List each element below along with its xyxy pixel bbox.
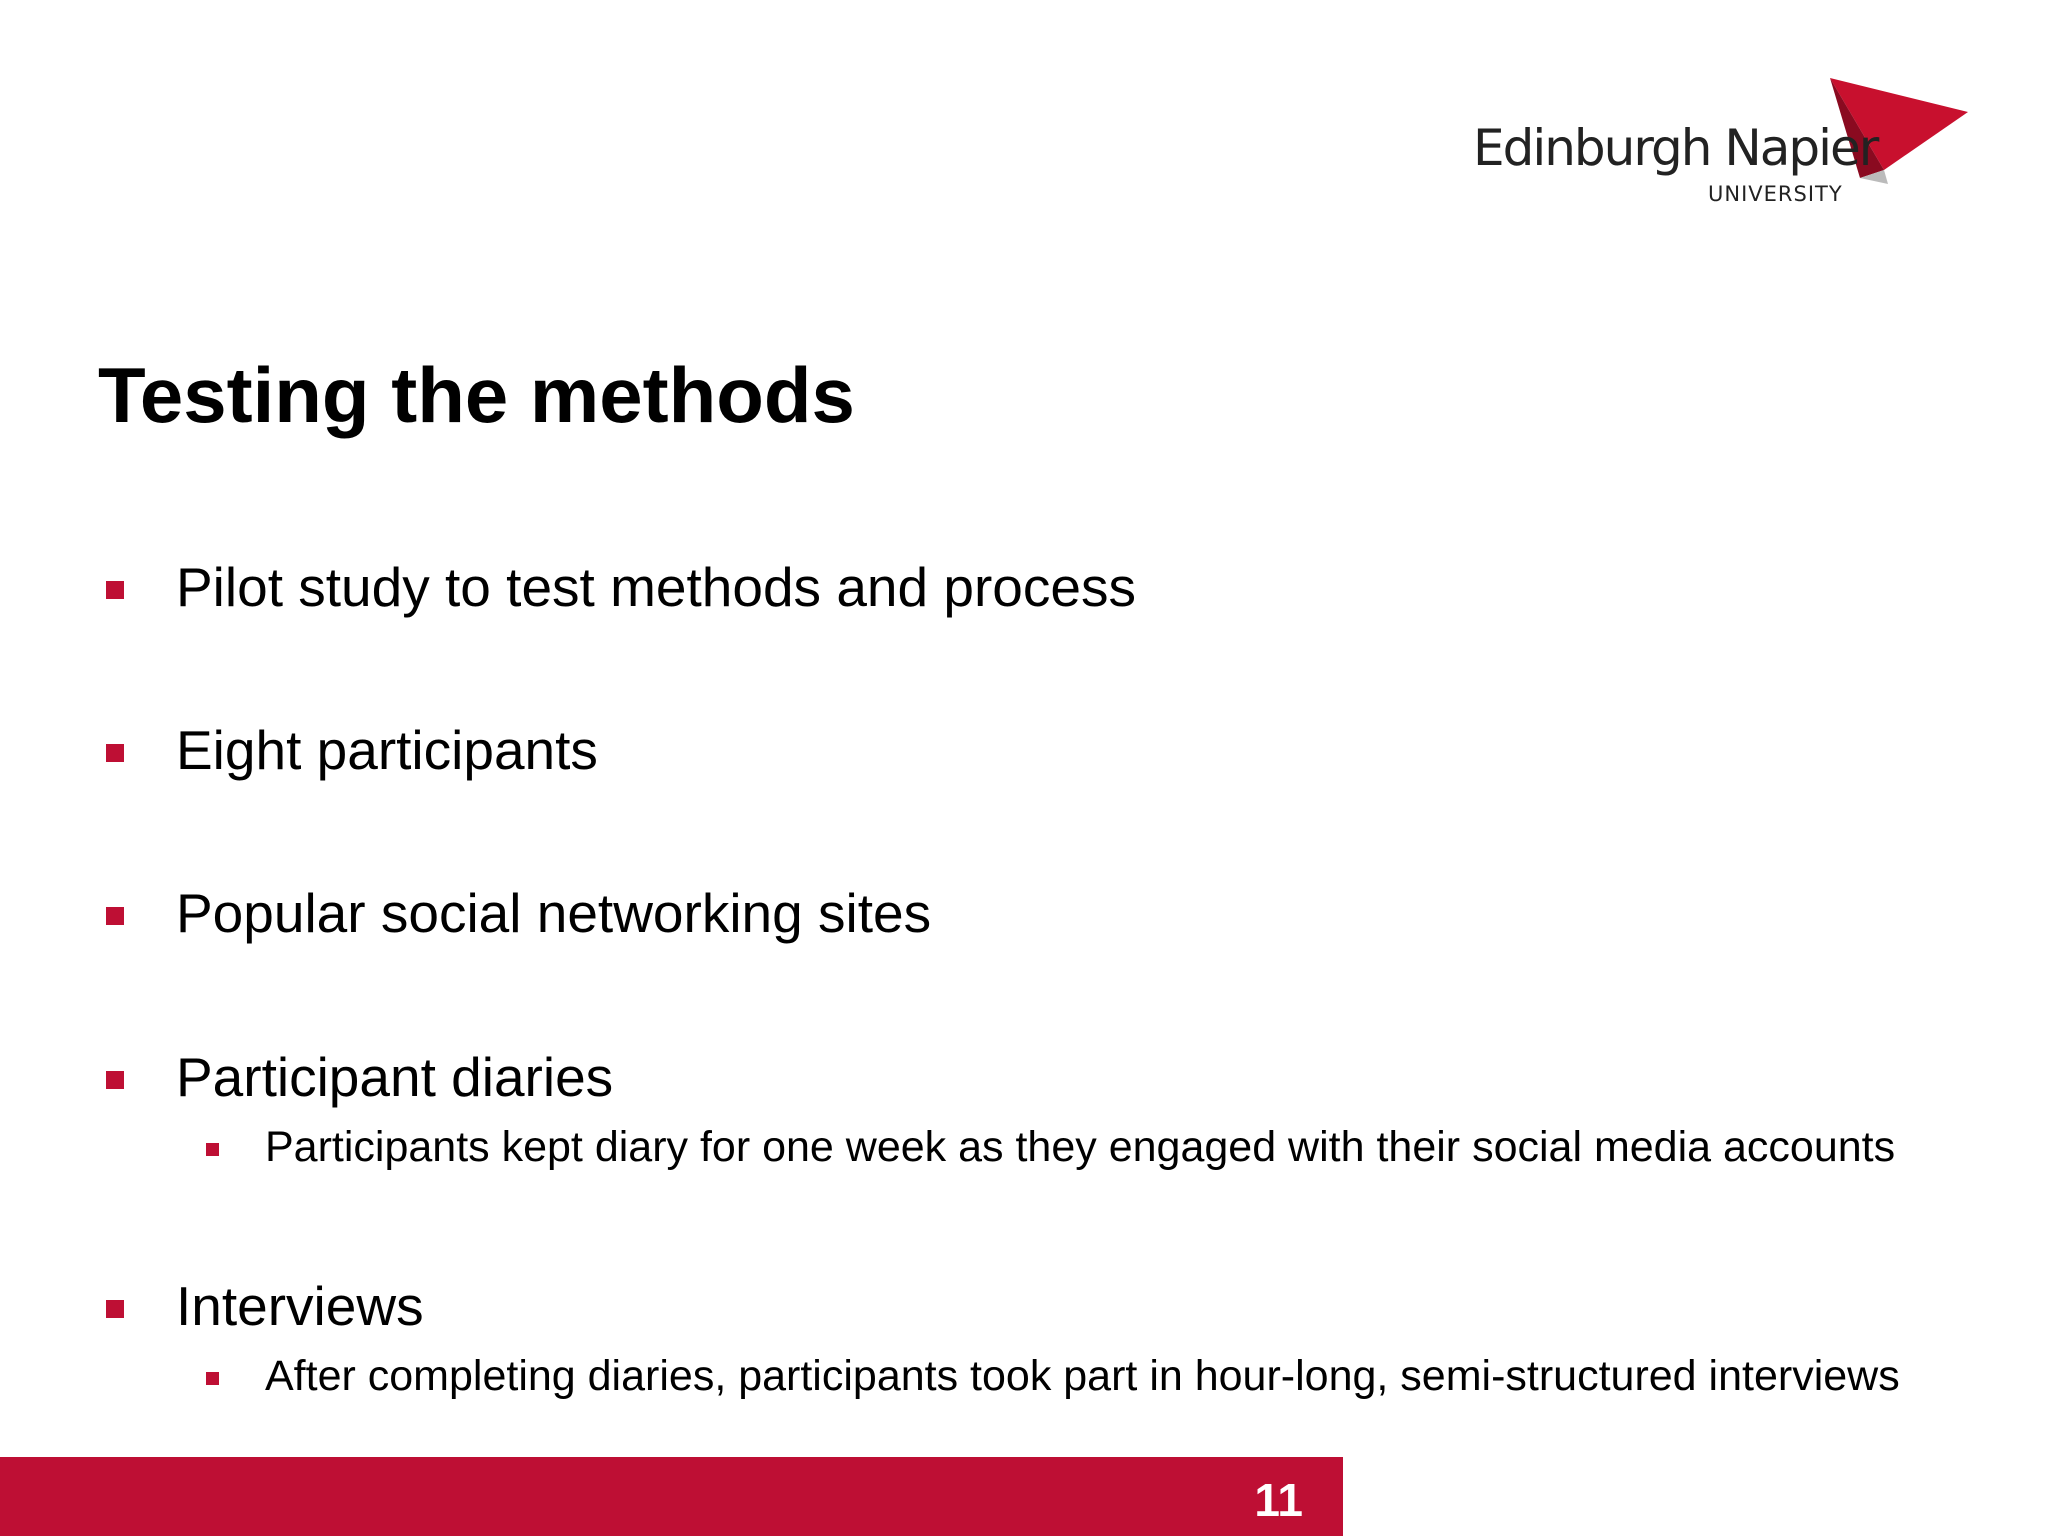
bullet-text: Popular social networking sites (176, 882, 932, 944)
bullet-square-icon (106, 1300, 124, 1318)
university-logo (1468, 74, 1978, 214)
sub-bullet-square-icon (206, 1143, 219, 1156)
logo-subtitle: UNIVERSITY (1708, 182, 1843, 206)
bullet-square-icon (106, 581, 124, 599)
footer-bar (0, 1457, 1343, 1536)
bullet-text: Interviews (176, 1275, 424, 1337)
bullet-text: Participant diaries (176, 1046, 614, 1108)
sub-bullet-text: Participants kept diary for one week as they engaged with their social media accounts (265, 1123, 1896, 1171)
sub-bullet-square-icon (206, 1372, 219, 1385)
bullet-text: Pilot study to test methods and process (176, 556, 1136, 618)
slide-title: Testing the methods (98, 351, 855, 439)
bullet-square-icon (106, 744, 124, 762)
bullet-text: Eight participants (176, 719, 598, 781)
page-number: 11 (1254, 1474, 1303, 1526)
sub-bullet-text: After completing diaries, participants took part in hour-long, semi-structured interviews (265, 1352, 1900, 1400)
logo-name: Edinburgh Napier (1473, 119, 1878, 177)
bullet-square-icon (106, 1071, 124, 1089)
bullet-square-icon (106, 907, 124, 925)
